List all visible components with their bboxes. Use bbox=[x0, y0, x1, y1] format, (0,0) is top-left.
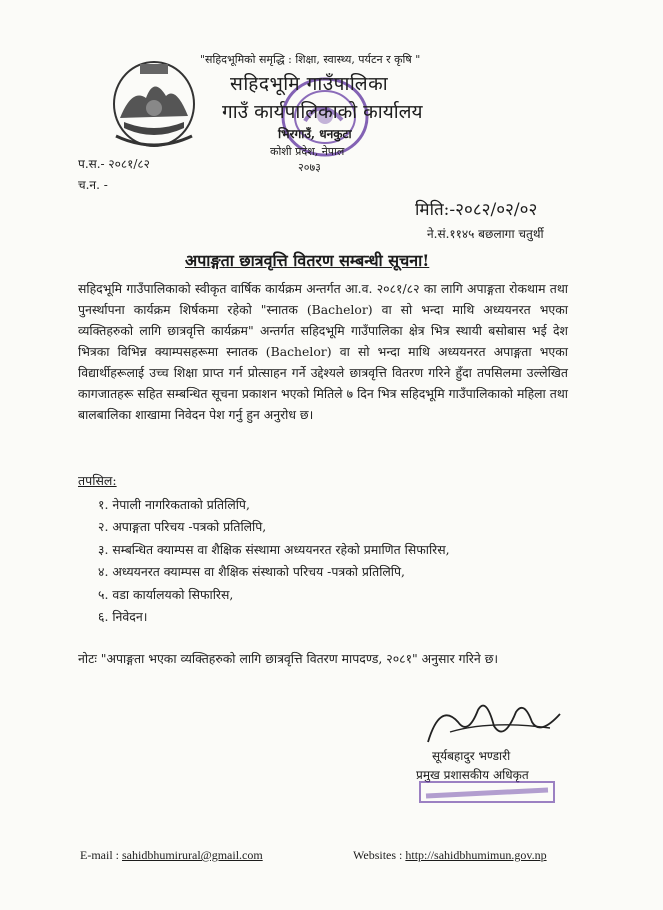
list-item: ५. वडा कार्यालयको सिफारिस, bbox=[98, 586, 234, 602]
list-item: ४. अध्ययनरत क्याम्पस वा शैक्षिक संस्थाको परिचय -पत्रको प्रतिलिपि, bbox=[98, 564, 405, 580]
letter-reference-number: प.स.- २०८१/८२ bbox=[78, 157, 150, 171]
notice-subject: अपाङ्गता छात्रवृत्ति वितरण सम्बन्धी सूचना! bbox=[185, 251, 430, 270]
notice-body: सहिदभूमि गाउँपालिकाको स्वीकृत वार्षिक कार्यक्रम अन्तर्गत आ.व. २०८१/८२ का लागि अपाङ्गता रोकथाम तथा पुनर्स्थापना कार्यक्रम शिर्षकमा रहेको "स्नातक (Bachelor) वा सो भन्दा माथि अध्ययनरत भएका व्यक्तिहरुको लागि छात्रवृत्ति कार्यक्रम" अन्तर्गत सहिदभूमि गाउँपालिका क्षेत्र भित्र स्थायी बसोबास भई देश भित्रका विभिन्न क्याम्पसहरूमा स्नातक (Bachelor) वा सो भन्दा माथि अध्ययनरत अपाङ्गता भएका विद्यार्थीहरूलाई उच्च शिक्षा प्राप्त गर्न प्रोत्साहन गर्ने उद्देश्यले छात्रवृत्ति वितरण गरिने हुँदा तपसिलमा उल्लेखित कागजातहरू सहित सम्बन्धित सूचना प्रकाशन भएको मितिले ७ दिन भित्र सहिदभूमि गाउँपालिकाको महिला तथा बालबालिका शाखामा निवेदन पेश गर्नु हुन अनुरोध छ। bbox=[78, 281, 568, 422]
required-documents-list bbox=[98, 494, 450, 628]
tapsil-heading: तपसिल: bbox=[78, 473, 117, 488]
website-link[interactable]: http://sahidbhumimun.gov.np bbox=[405, 848, 547, 862]
motto: "सहिदभूमिको समृद्धि : शिक्षा, स्वास्थ्य, पर्यटन र कृषि " bbox=[200, 53, 421, 66]
handwritten-signature bbox=[420, 692, 570, 752]
email-link[interactable]: sahidbhumirural@gmail.com bbox=[122, 848, 263, 862]
signatory-name: सूर्यबहादुर भण्डारी bbox=[432, 749, 511, 763]
designation-stamp bbox=[418, 778, 558, 810]
letter-date: मिति:-२०८२/०२/०२ bbox=[415, 200, 538, 220]
established-year: २०७३ bbox=[298, 161, 321, 174]
list-item: १. नेपाली नागरिकताको प्रतिलिपि, bbox=[98, 497, 250, 512]
list-item: २. अपाङ्गता परिचय -पत्रको प्रतिलिपि, bbox=[98, 519, 267, 535]
footer-website bbox=[353, 848, 547, 863]
office-name: गाउँ कार्यपालिकाको कार्यालय bbox=[222, 101, 423, 123]
footer-email bbox=[80, 848, 263, 863]
note: नोटः "अपाङ्गता भएका व्यक्तिहरुको लागि छात्रवृत्ति वितरण मापदण्ड, २०८१" अनुसार गरिने छ। bbox=[78, 651, 499, 666]
list-item: ३. सम्बन्धित क्याम्पस वा शैक्षिक संस्थामा अध्ययनरत रहेको प्रमाणित सिफारिस, bbox=[98, 541, 450, 557]
province: कोशी प्रदेश, नेपाल bbox=[270, 145, 345, 158]
email-label: E-mail : bbox=[80, 848, 122, 862]
government-emblem-icon bbox=[110, 58, 198, 154]
nepal-sambat-date: ने.सं.११४५ बछलागा चतुर्थी bbox=[427, 227, 544, 241]
list-item: ६. निवेदन। bbox=[98, 608, 148, 624]
org-name: सहिदभूमि गाउँपालिका bbox=[230, 73, 389, 95]
website-label: Websites : bbox=[353, 848, 406, 862]
signatory-designation: प्रमुख प्रशासकीय अधिकृत bbox=[416, 768, 529, 782]
dispatch-number: च.न. - bbox=[78, 178, 108, 192]
office-location: भिरगाउँ, धनकुटा bbox=[278, 127, 352, 141]
